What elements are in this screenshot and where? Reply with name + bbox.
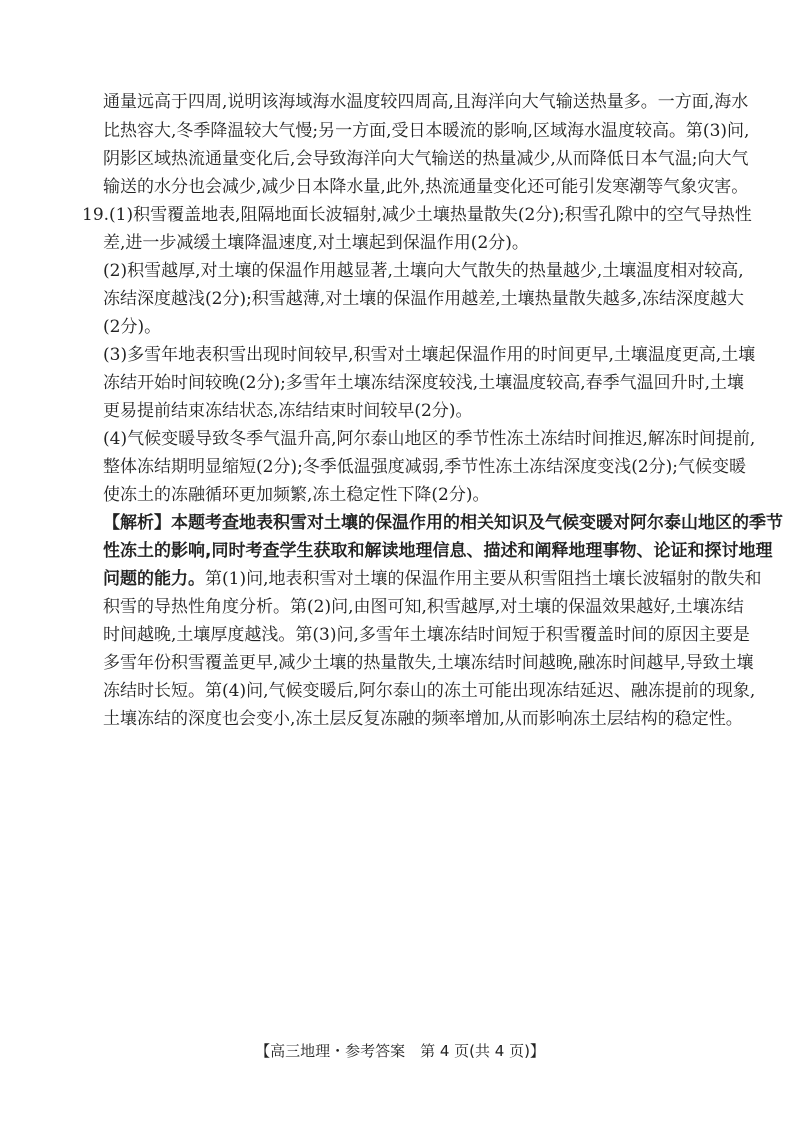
text-line: 阴影区域热流通量变化后,会导致海洋向大气输送的热量减少,从而降低日本气温;向大气 (103, 149, 749, 169)
text-line: 土壤冻结的深度也会变小,冻土层反复冻融的频率增加,从而影响冻土层结构的稳定性。 (103, 709, 743, 729)
text-line: (2)积雪越厚,对土壤的保温作用越显著,土壤向大气散失的热量越少,土壤温度相对较高, (103, 261, 744, 281)
text-line: (3)多雪年地表积雪出现时间较早,积雪对土壤起保温作用的时间更早,土壤温度更高,土壤 (103, 345, 756, 365)
text-line: (4)气候变暖导致冬季气温升高,阿尔泰山地区的季节性冻土冻结时间推迟,解冻时间提前, (103, 429, 756, 449)
analysis-normal-part: 第(1)问,地表积雪对土壤的保温作用主要从积雪阻挡土壤长波辐射的散失和 (205, 569, 762, 589)
analysis-line: 性冻土的影响,同时考查学生获取和解读地理信息、描述和阐释地理事物、论证和探讨地理 (103, 541, 773, 561)
text-line: 冻结深度越浅(2分);积雪越薄,对土壤的保温作用越差,土壤热量散失越多,冻结深度越大 (103, 289, 745, 309)
text-line: 比热容大,冬季降温较大气慢;另一方面,受日本暖流的影响,区域海水温度较高。第(3)问, (103, 121, 750, 141)
text-line: 冻结时长短。第(4)问,气候变暖后,阿尔泰山的冻土可能出现冻结延迟、融冻提前的现象, (103, 681, 756, 701)
text-line: 时间越晚,土壤厚度越浅。第(3)问,多雪年土壤冻结时间短于积雪覆盖时间的原因主要是 (103, 625, 750, 645)
text-line: 输送的水分也会减少,减少日本降水量,此外,热流通量变化还可能引发寒潮等气象灾害。 (103, 177, 749, 197)
text-line: 使冻土的冻融循环更加频繁,冻土稳定性下降(2分)。 (103, 485, 490, 505)
page-footer: 【高三地理・参考答案 第 4 页(共 4 页)】 (255, 1042, 545, 1060)
text-line: 通量远高于四周,说明该海域海水温度较四周高,且海洋向大气输送热量多。一方面,海水 (103, 92, 749, 112)
text-line: 差,进一步减缓土壤降温速度,对土壤起到保温作用(2分)。 (103, 233, 529, 253)
text-line: 冻结开始时间较晚(2分);多雪年土壤冻结深度较浅,土壤温度较高,春季气温回升时,土壤 (103, 373, 745, 393)
text-line: 积雪的导热性角度分析。第(2)问,由图可知,积雪越厚,对土壤的保温效果越好,土壤冻结 (103, 597, 744, 617)
text-line: 更易提前结束冻结状态,冻结结束时间较早(2分)。 (103, 401, 473, 421)
analysis-bold-part: 问题的能力。 (103, 569, 205, 589)
question-19-line: 19.(1)积雪覆盖地表,阻隔地面长波辐射,减少土壤热量散失(2分);积雪孔隙中的空气导热性 (82, 205, 752, 225)
analysis-line: 【解析】本题考查地表积雪对土壤的保温作用的相关知识及气候变暖对阿尔泰山地区的季节 (103, 513, 783, 533)
text-line: 整体冻结期明显缩短(2分);冬季低温强度减弱,季节性冻土冻结深度变浅(2分);气候变暖 (103, 457, 747, 477)
text-line: 多雪年份积雪覆盖更早,减少土壤的热量散失,土壤冻结时间越晚,融冻时间越早,导致土壤 (103, 653, 754, 673)
analysis-line (103, 568, 762, 590)
text-line: (2分)。 (103, 317, 162, 337)
